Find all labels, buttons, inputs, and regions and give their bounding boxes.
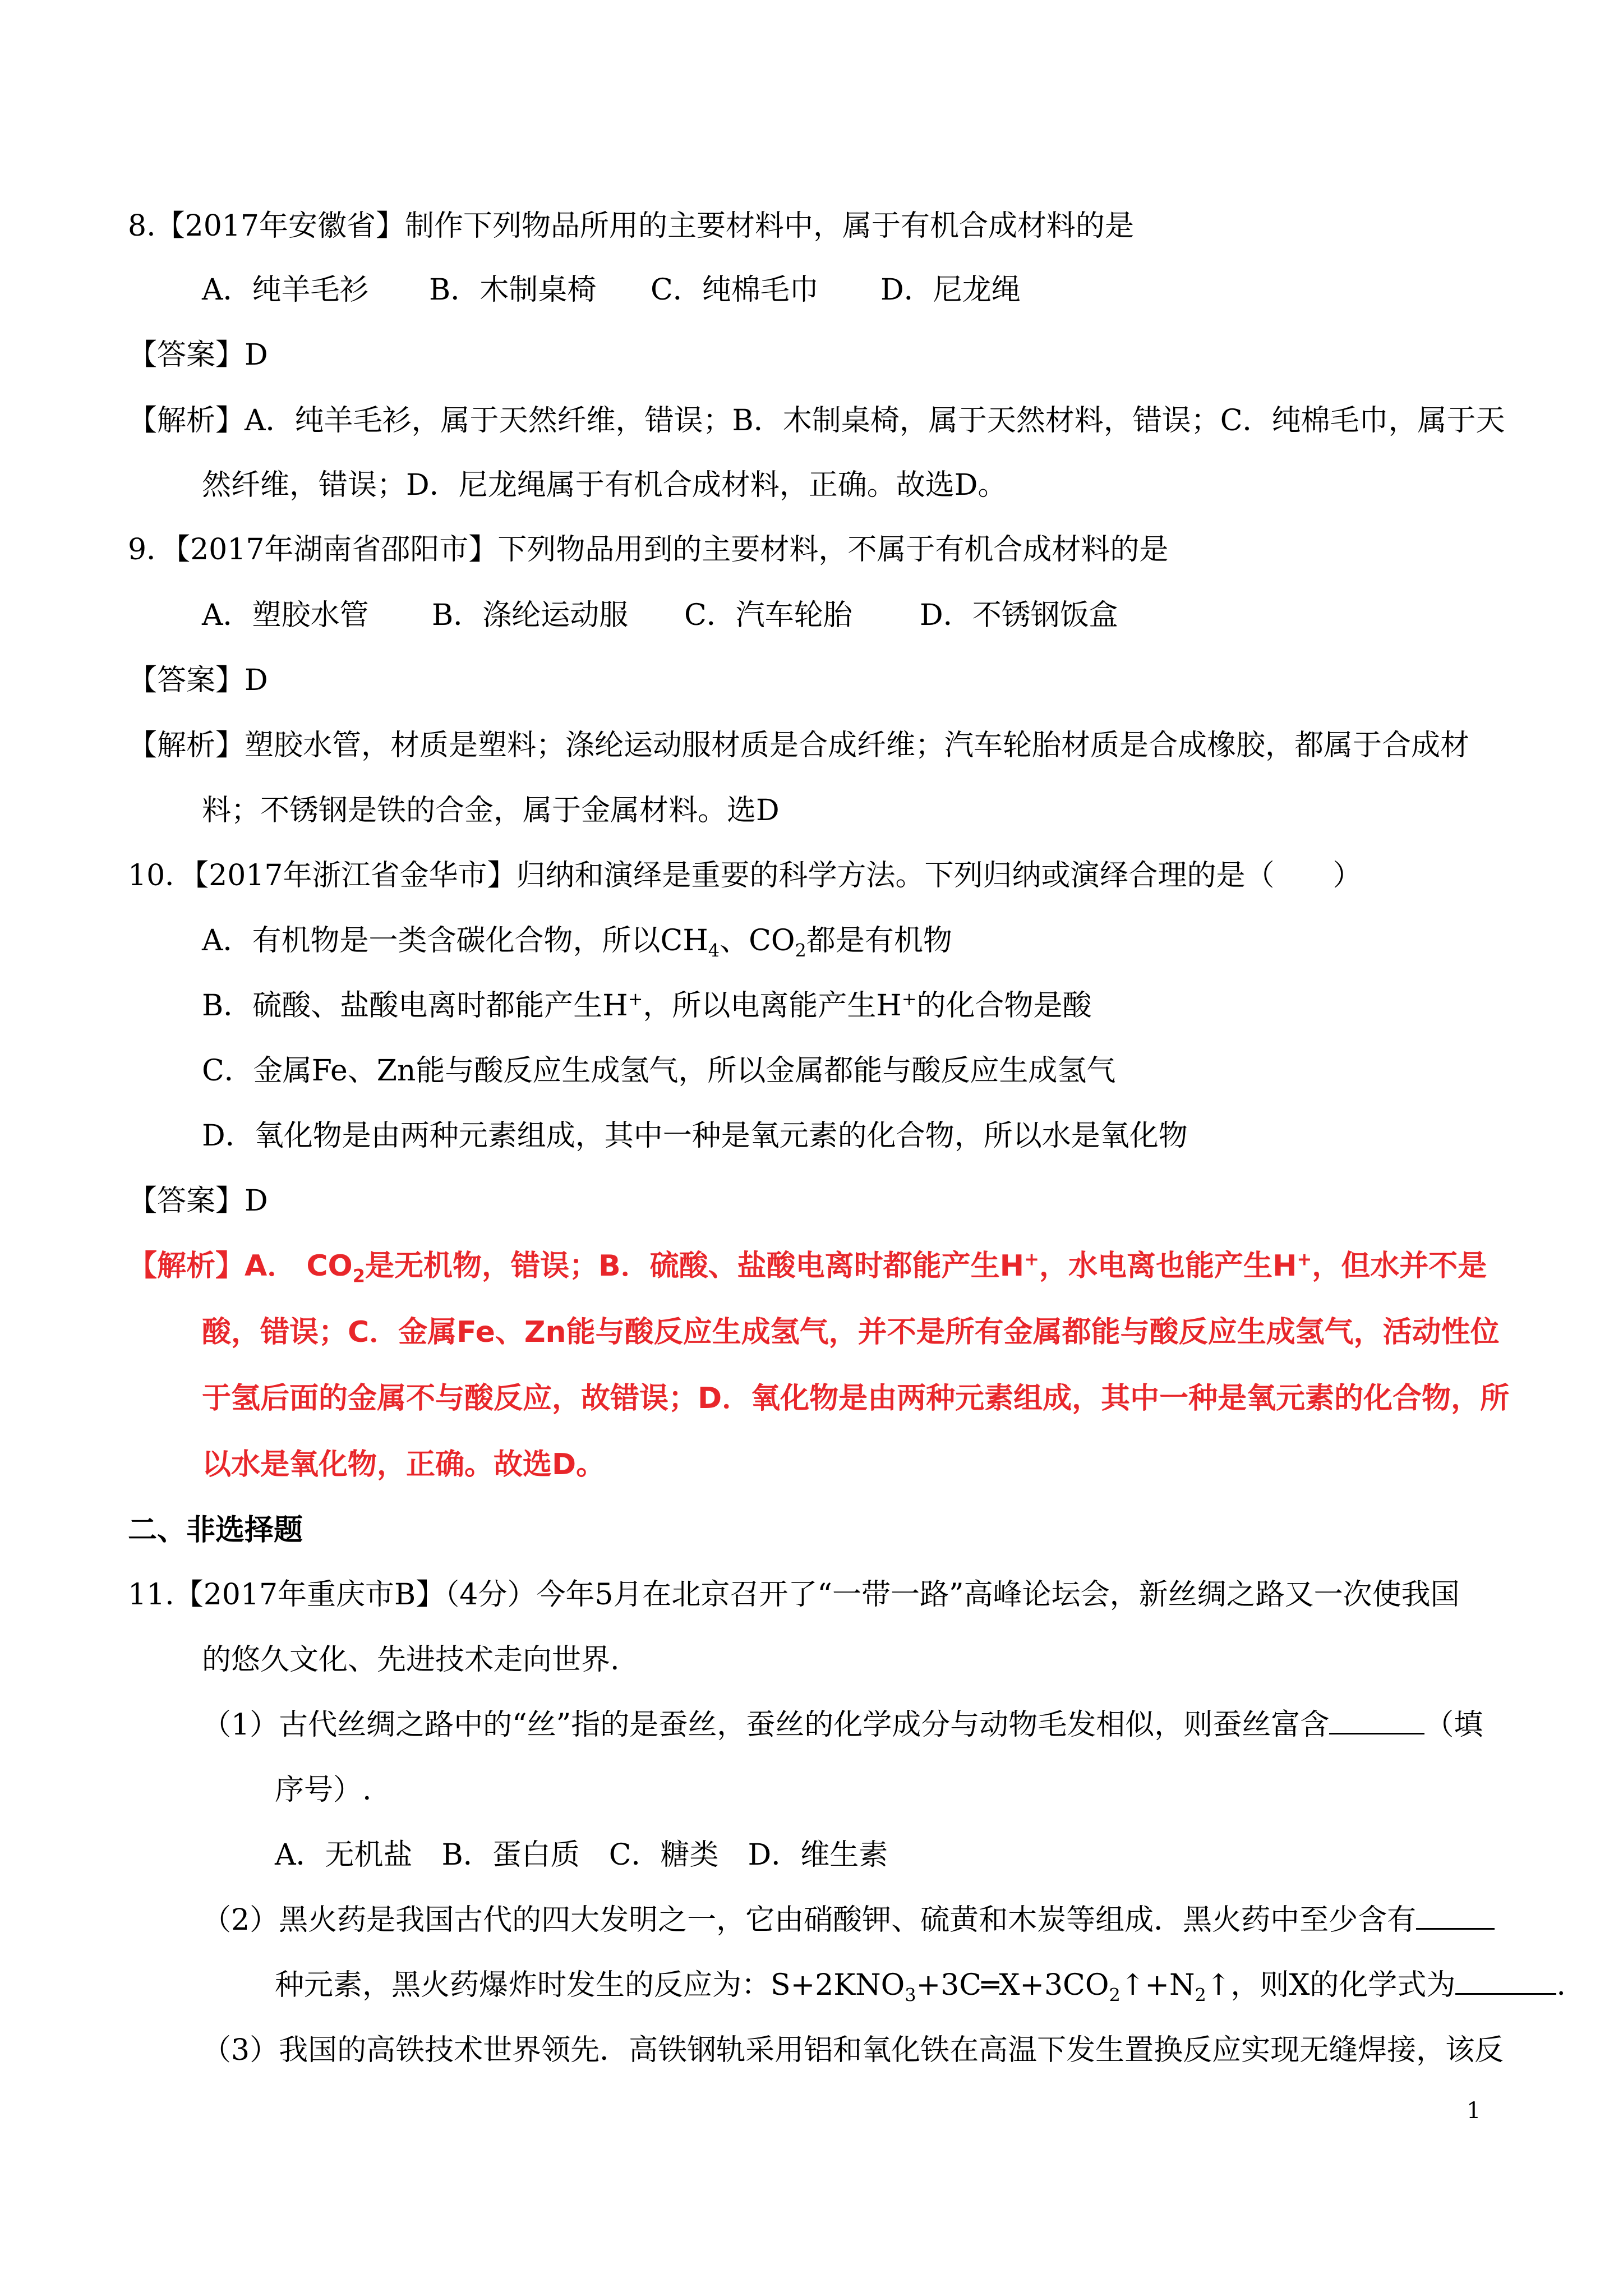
q9-stem: 9．【2017年湖南省邵阳市】下列物品用到的主要材料，不属于有机合成材料的是 [128,533,1169,567]
q9-options [202,596,1118,635]
q8-stem: 8.【2017年安徽省】制作下列物品所用的主要材料中，属于有机合成材料的是 [128,209,1134,243]
q11-stem-line-2: 的悠久文化、先进技术走向世界. [202,1643,620,1677]
answer-blank[interactable] [1455,1968,1556,1995]
answer-blank[interactable] [1416,1903,1495,1930]
q8-option-d: D．尼龙绳 [880,273,1021,307]
q8-option-c: C．纯棉毛巾 [651,273,819,307]
q10-option-c: C．金属Fe、Zn能与酸反应生成氢气，所以金属都能与酸反应生成氢气 [202,1054,1116,1088]
q10-analysis-line-1: 【解析】A． $CO_2$是无机物，错误；B．硫酸、盐酸电离时都能产生H+，水电离也能产生H+，但水并不是 [128,1248,1487,1287]
page-number: 1 [1467,2098,1481,2124]
q11-part2-line-2: 种元素，黑火药爆炸时发生的反应为：$S+2KNO_3+3C═X+3CO_2↑+N_2↑$，则X的化学式为 . [275,1968,1566,2006]
q9-option-b: B．涤纶运动服 [432,599,629,632]
q9-analysis-line-2: 料；不锈钢是铁的合金，属于金属材料。选D [202,794,780,827]
q11-stem-line-1: 11.【2017年重庆市B】（4分）今年5月在北京召开了“一带一路”高峰论坛会，新丝绸之路又一次使我国 [128,1578,1460,1612]
q11-part1-line-2: 序号）. [275,1773,372,1807]
q10-stem: 10．【2017年浙江省金华市】归纳和演绎是重要的科学方法。下列归纳或演绎合理的是（ ） [128,859,1362,892]
q11-part3-line-1: （3）我国的高铁技术世界领先．高铁钢轨采用铝和氧化铁在高温下发生置换反应实现无缝焊接，该反 [202,2033,1504,2067]
q10-analysis-line-3: 于氢后面的金属不与酸反应，故错误；D．氧化物是由两种元素组成，其中一种是氧元素的化合物，所 [202,1382,1510,1415]
q8-analysis-line-1: 【解析】A．纯羊毛衫，属于天然纤维，错误；B．木制桌椅，属于天然材料，错误；C．纯棉毛巾，属于天 [128,404,1505,438]
answer-blank[interactable] [1329,1708,1424,1734]
q9-option-d: D．不锈钢饭盒 [920,599,1118,632]
q9-option-a: A．塑胶水管 [202,599,369,632]
q10-option-b: B．硫酸、盐酸电离时都能产生H+，所以电离能产生H+的化合物是酸 [202,988,1092,1023]
q10-analysis-line-2: 酸，错误；C．金属Fe、Zn能与酸反应生成氢气，并不是所有金属都能与酸反应生成氢气，活动性位 [202,1315,1500,1349]
q9-analysis-line-1: 【解析】塑胶水管，材质是塑料；涤纶运动服材质是合成纤维；汽车轮胎材质是合成橡胶，都属于合成材 [128,729,1470,762]
q10-answer: 【答案】D [128,1184,268,1218]
q8-option-b: B．木制桌椅 [429,273,597,307]
q10-option-d: D．氧化物是由两种元素组成，其中一种是氧元素的化合物，所以水是氧化物 [202,1119,1188,1153]
q11-part1-options: A．无机盐 B．蛋白质 C．糖类 D．维生素 [275,1838,888,1872]
q9-option-c: C．汽车轮胎 [684,599,852,632]
q10-option-a: A．有机物是一类含碳化合物，所以$CH_4$、$CO_2$都是有机物 [202,924,952,961]
q8-analysis-line-2: 然纤维，错误；D．尼龙绳属于有机合成材料，正确。故选D。 [202,468,1007,502]
q11-part1-line-1: （1）古代丝绸之路中的“丝”指的是蚕丝，蚕丝的化学成分与动物毛发相似，则蚕丝富含 （填 [202,1708,1483,1742]
q8-options [202,270,1021,310]
q8-option-a: A．纯羊毛衫 [202,273,369,307]
section-heading: 二、非选择题 [128,1513,303,1547]
q11-part2-line-1: （2）黑火药是我国古代的四大发明之一，它由硝酸钾、硫黄和木炭等组成．黑火药中至少含有 [202,1901,1495,1940]
q8-answer: 【答案】D [128,338,268,372]
q10-analysis-line-4: 以水是氧化物，正确。故选D。 [202,1448,606,1481]
q9-answer: 【答案】D [128,664,268,697]
